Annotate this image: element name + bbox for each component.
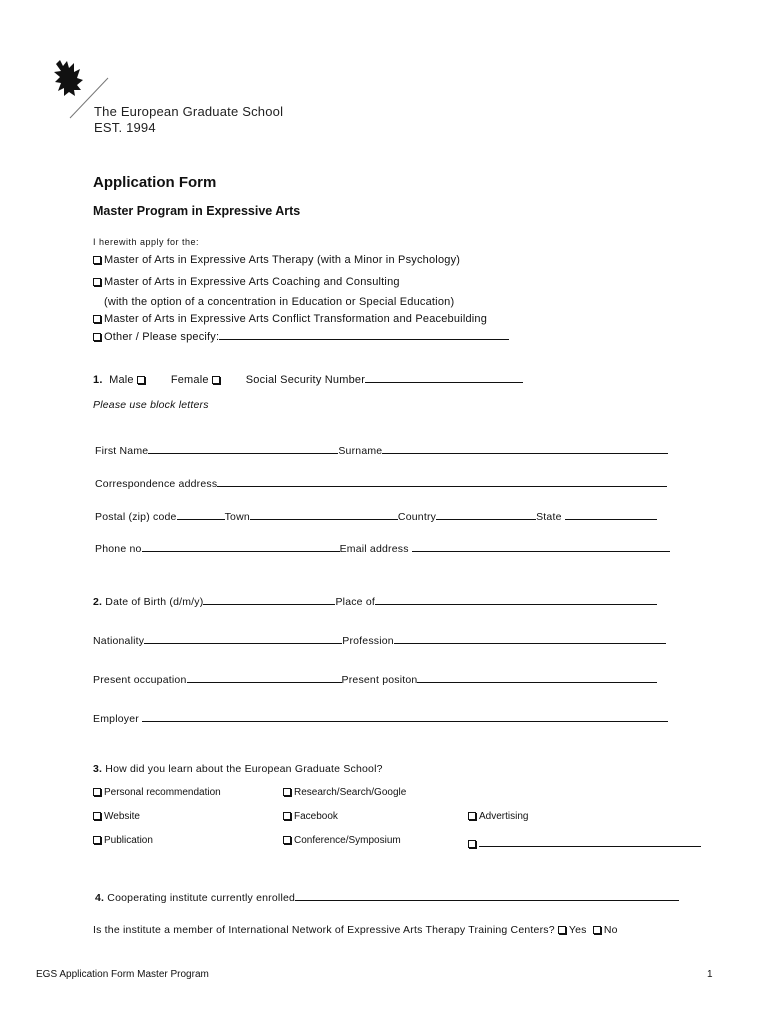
- checkbox[interactable]: [93, 836, 101, 844]
- other-specify-field[interactable]: [219, 328, 509, 340]
- employer-field[interactable]: [142, 710, 668, 722]
- school-established: EST. 1994: [94, 120, 156, 135]
- postal-field[interactable]: [177, 508, 225, 520]
- ssn-field[interactable]: [365, 371, 523, 383]
- ssn-label: Social Security Number: [245, 374, 366, 386]
- address-row: [95, 475, 667, 490]
- position-field[interactable]: [417, 671, 657, 683]
- checkbox[interactable]: [93, 256, 101, 264]
- employer-row: [93, 710, 668, 725]
- section-number: 1.: [93, 374, 103, 386]
- employer-label: Employer: [93, 713, 139, 725]
- place-field[interactable]: [375, 593, 657, 605]
- footer-label: EGS Application Form Master Program: [36, 969, 209, 980]
- cooperating-label: Cooperating institute currently enrolled: [107, 892, 296, 904]
- cooperating-field[interactable]: [295, 889, 679, 901]
- surname-field[interactable]: [382, 442, 668, 454]
- state-field[interactable]: [565, 508, 657, 520]
- source-option-advertising[interactable]: [468, 811, 528, 822]
- network-row: [93, 924, 618, 936]
- school-name: The European Graduate School: [94, 104, 284, 119]
- network-question: Is the institute a member of International Network of Expressive Arts Therapy Training Centers?: [93, 924, 555, 936]
- learn-question: [93, 763, 383, 775]
- male-checkbox[interactable]: [137, 376, 145, 384]
- place-label: Place of: [335, 596, 375, 608]
- program-label: Master of Arts in Expressive Arts Conflict Transformation and Peacebuilding: [104, 313, 488, 325]
- dob-label: Date of Birth (d/m/y): [105, 596, 204, 608]
- page-title: Application Form: [93, 174, 217, 191]
- section-number: 4.: [95, 892, 105, 904]
- postal-label: Postal (zip) code: [95, 511, 177, 523]
- phone-field[interactable]: [142, 540, 340, 552]
- source-other-field[interactable]: [479, 835, 701, 847]
- source-option-research[interactable]: [283, 787, 406, 798]
- phone-label: Phone no: [95, 543, 142, 555]
- checkbox[interactable]: [93, 333, 101, 341]
- checkbox[interactable]: [283, 788, 291, 796]
- section-number: 2.: [93, 596, 103, 608]
- yes-checkbox[interactable]: [558, 926, 566, 934]
- option-label: Advertising: [479, 811, 529, 822]
- nationality-field[interactable]: [144, 632, 342, 644]
- block-letters-note: Please use block letters: [93, 399, 209, 411]
- checkbox[interactable]: [93, 315, 101, 323]
- checkbox[interactable]: [283, 836, 291, 844]
- surname-label: Surname: [338, 445, 383, 457]
- location-row: [95, 508, 657, 523]
- country-label: Country: [397, 511, 437, 523]
- town-label: Town: [224, 511, 250, 523]
- occupation-field[interactable]: [187, 671, 342, 683]
- town-field[interactable]: [250, 508, 398, 520]
- country-field[interactable]: [436, 508, 536, 520]
- source-option-recommendation[interactable]: [93, 787, 221, 798]
- female-checkbox[interactable]: [212, 376, 220, 384]
- option-label: Website: [104, 811, 140, 822]
- source-option-other[interactable]: [468, 835, 701, 850]
- program-option-therapy[interactable]: [93, 254, 460, 266]
- checkbox[interactable]: [468, 812, 476, 820]
- source-option-facebook[interactable]: [283, 811, 338, 822]
- program-note: (with the option of a concentration in Education or Special Education): [104, 296, 455, 308]
- program-option-conflict[interactable]: [93, 313, 487, 325]
- nationality-row: [93, 632, 666, 647]
- source-option-website[interactable]: [93, 811, 140, 822]
- occupation-label: Present occupation: [93, 674, 187, 686]
- yes-label: Yes: [568, 924, 587, 936]
- program-label: Other / Please specify:: [104, 331, 220, 343]
- program-option-other[interactable]: [93, 328, 509, 343]
- contact-row: [95, 540, 670, 555]
- occupation-row: [93, 671, 657, 686]
- checkbox[interactable]: [93, 812, 101, 820]
- profession-field[interactable]: [394, 632, 666, 644]
- option-label: Facebook: [294, 811, 338, 822]
- first-name-label: First Name: [95, 445, 149, 457]
- male-label: Male: [109, 374, 134, 386]
- profession-label: Profession: [342, 635, 394, 647]
- checkbox[interactable]: [468, 840, 476, 848]
- checkbox[interactable]: [93, 788, 101, 796]
- address-label: Correspondence address: [95, 478, 218, 490]
- section-number: 3.: [93, 763, 103, 775]
- page-subtitle: Master Program in Expressive Arts: [93, 204, 301, 218]
- no-checkbox[interactable]: [593, 926, 601, 934]
- female-label: Female: [170, 374, 209, 386]
- program-option-coaching[interactable]: [93, 276, 400, 288]
- program-label: Master of Arts in Expressive Arts Coaching and Consulting: [104, 276, 400, 288]
- source-option-conference[interactable]: [283, 835, 401, 846]
- address-field[interactable]: [217, 475, 667, 487]
- birth-row: [93, 593, 657, 608]
- checkbox[interactable]: [283, 812, 291, 820]
- option-label: Research/Search/Google: [294, 787, 407, 798]
- intro-text: I herewith apply for the:: [93, 237, 200, 247]
- page-number: 1: [707, 969, 713, 980]
- email-field[interactable]: [412, 540, 670, 552]
- gender-row: [93, 371, 523, 386]
- option-label: Publication: [104, 835, 153, 846]
- dob-field[interactable]: [203, 593, 335, 605]
- program-label: Master of Arts in Expressive Arts Therapy (with a Minor in Psychology): [104, 254, 461, 266]
- name-row: [95, 442, 668, 457]
- option-label: Personal recommendation: [104, 787, 221, 798]
- email-label: Email address: [339, 543, 409, 555]
- cooperating-row: [95, 889, 679, 904]
- no-label: No: [603, 924, 618, 936]
- state-label: State: [536, 511, 562, 523]
- question-text: How did you learn about the European Graduate School?: [105, 763, 383, 775]
- position-label: Present positon: [341, 674, 418, 686]
- source-option-publication[interactable]: [93, 835, 153, 846]
- first-name-field[interactable]: [148, 442, 338, 454]
- option-label: Conference/Symposium: [294, 835, 401, 846]
- checkbox[interactable]: [93, 278, 101, 286]
- nationality-label: Nationality: [93, 635, 145, 647]
